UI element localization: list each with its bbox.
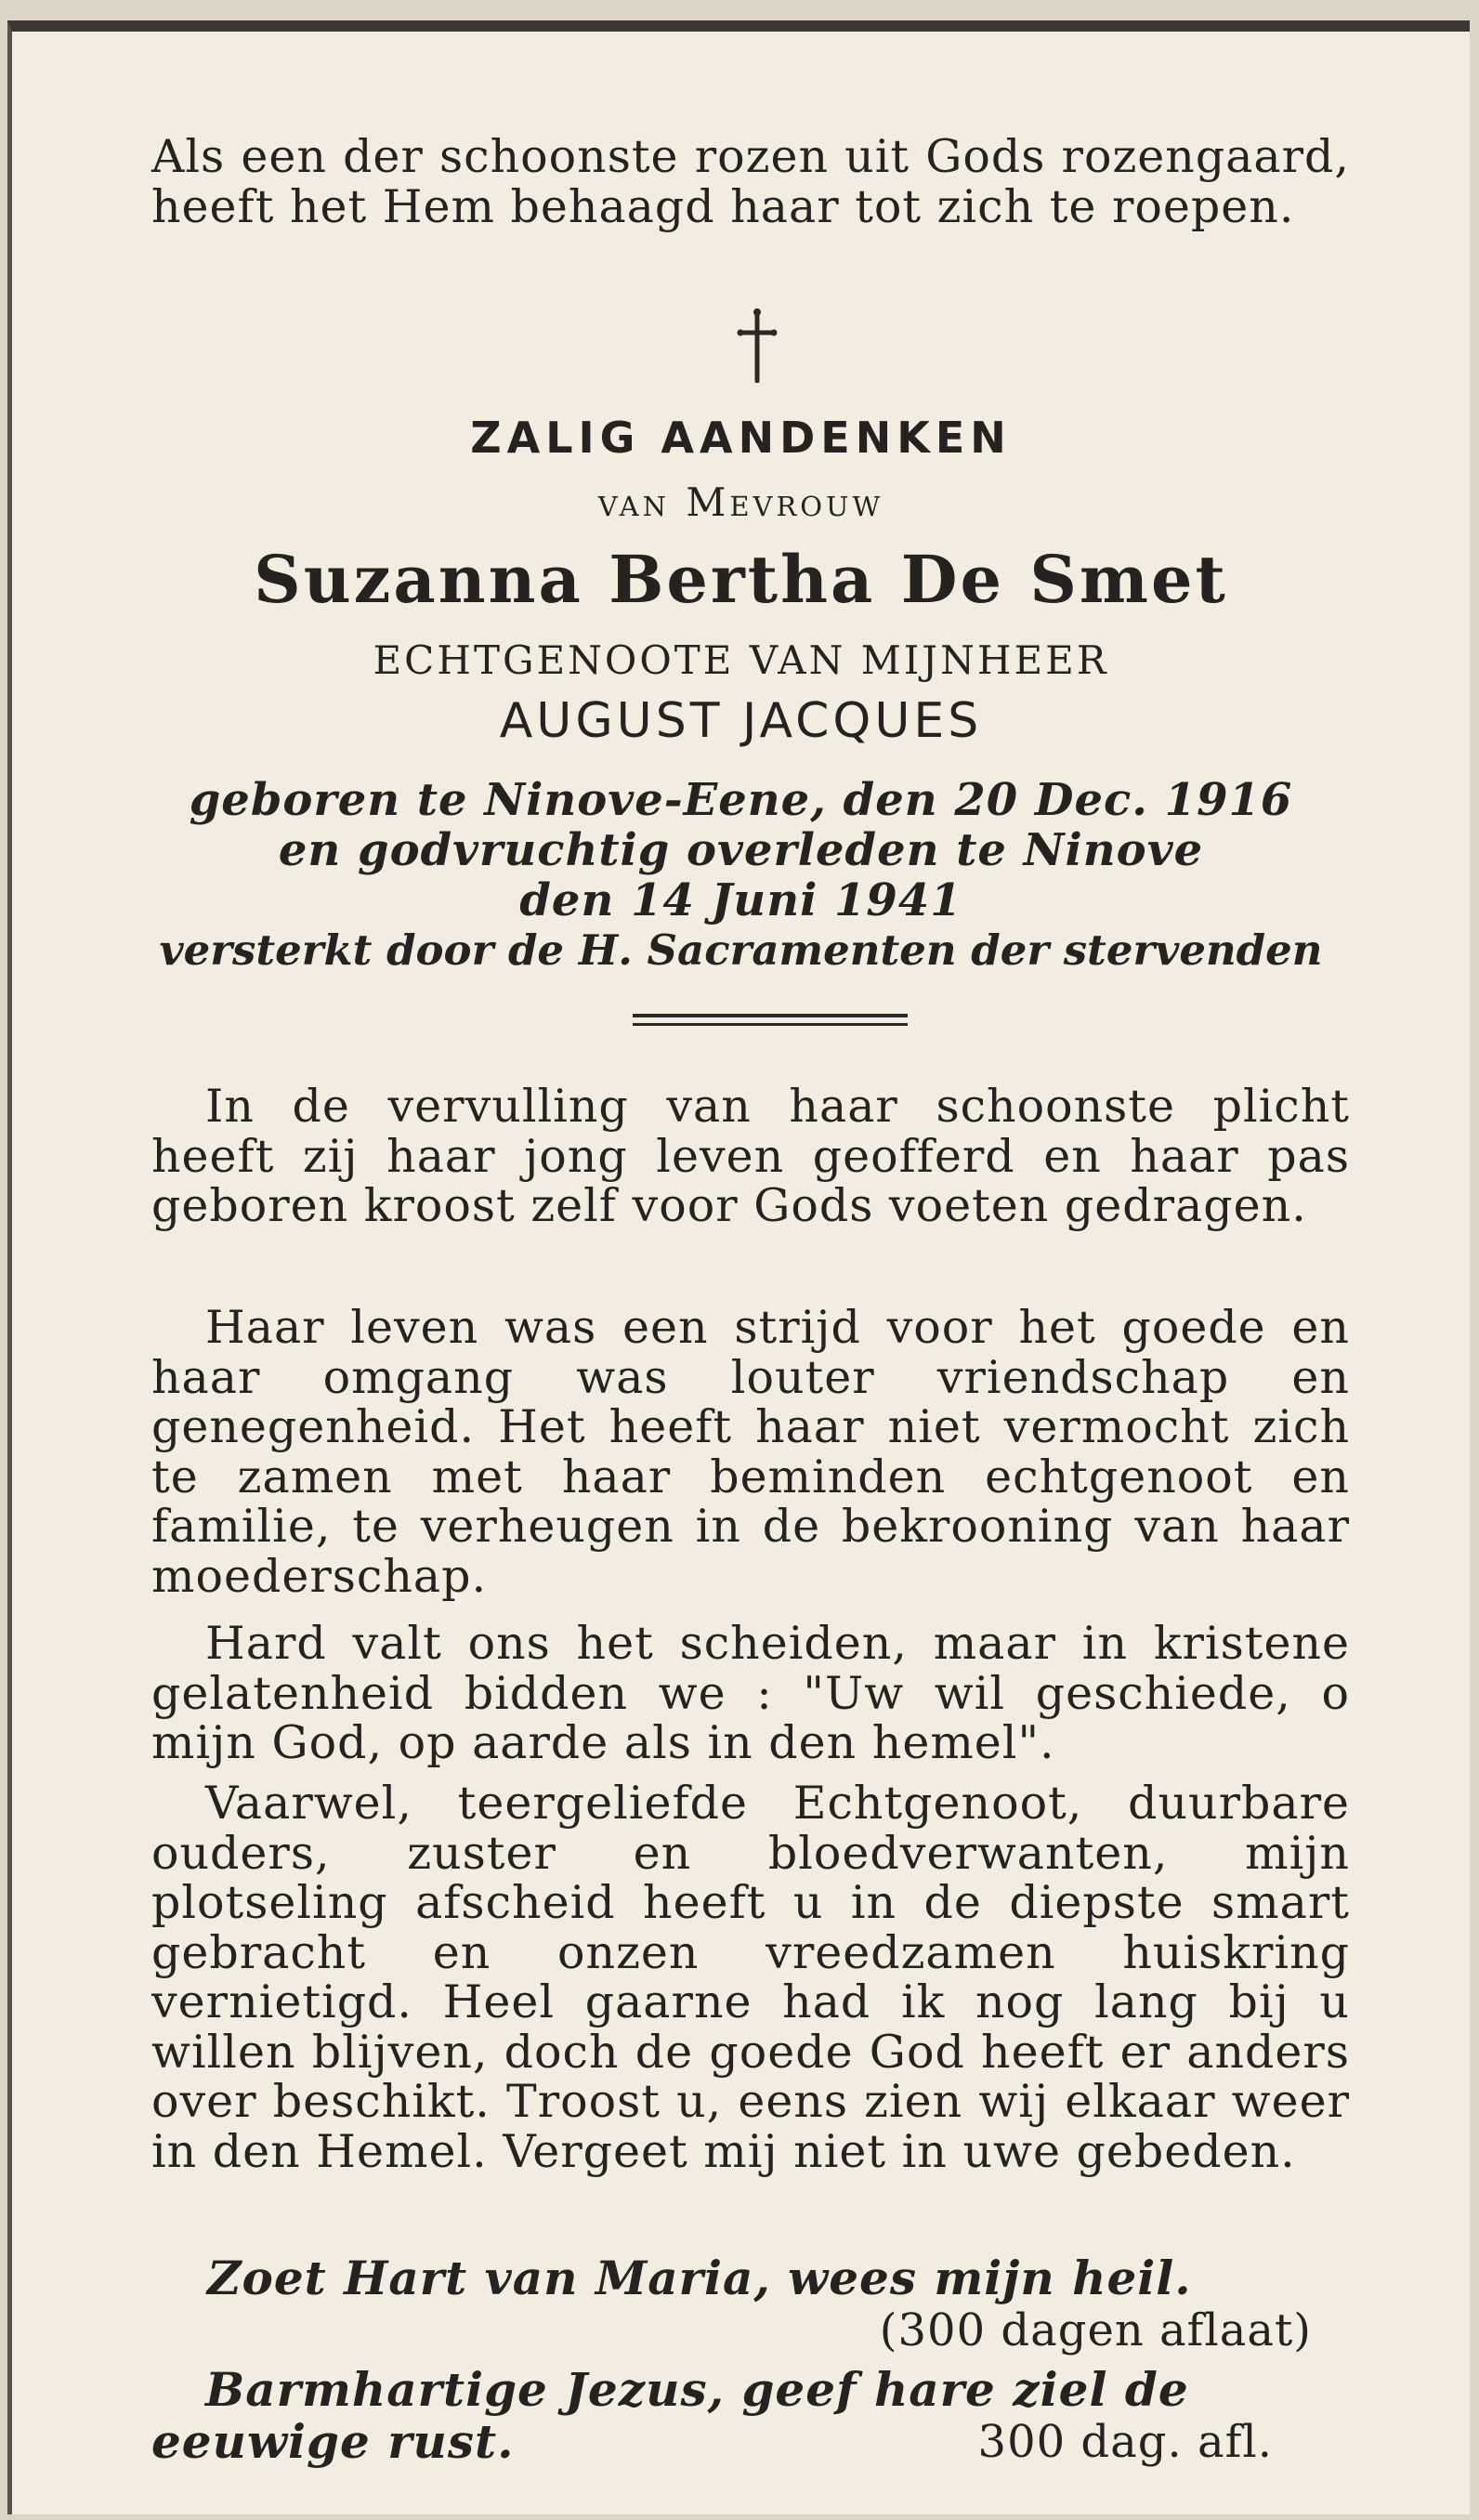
closing-prayer: Barmhartige Jezus, geef hare ziel de eeuwige rust. [151,2362,1189,2469]
opening-verse: Als een der schoonste rozen uit Gods rozengaard, heeft het Hem behaagd haar tot zich te roepen. [151,130,1350,233]
biography [12,775,1470,976]
double-rule-divider [633,1012,908,1030]
body-paragraph: In de vervulling van haar schoonste plicht heeft zij haar jong leven geofferd en haar pas geboren kroost zelf voor Gods voeten gedragen. [151,1080,1350,1232]
card-title: ZALIG AANDENKEN [470,413,1012,463]
deceased-name: Suzanna Bertha De Smet [254,541,1228,618]
death-date-line: den 14 Juni 1941 [519,874,962,926]
prayer-indulgence: 300 dag. afl. [977,2416,1273,2468]
birth-line: geboren te Ninove-Eene, den 20 Dec. 1916 [189,774,1293,826]
death-line: en godvruchtig overleden te Ninove [278,824,1204,876]
invocation-indulgence: (300 dagen aflaat) [879,2304,1312,2356]
body-paragraph: Hard valt ons het scheiden, maar in kristene gelatenheid bidden we : "Uw wil geschiede, o mijn God, op aarde als in den hemel". [151,1617,1350,1769]
title-prefix: van Mevrouw [597,479,884,525]
invocation: Zoet Hart van Maria, wees mijn heil. [207,2251,1192,2305]
memorial-card [7,20,1470,2514]
body-paragraph: Haar leven was een strijd voor het goede en haar omgang was louter vriendschap en genegenheid. Het heeft haar niet vermocht zich te zamen met haar beminden echtgenoot en familie, te verheugen in de bekrooning van haar moederschap. [151,1301,1350,1603]
spouse-name: AUGUST JACQUES [499,693,983,749]
body-paragraph: Vaarwel, teergeliefde Echtgenoot, duurbare ouders, zuster en bloedverwanten, mijn plotseling afscheid heeft u in de diepste smart gebracht en onzen vreedzamen huiskring vernietigd. Heel gaarne had ik nog lang bij u willen blijven, doch de goede God heeft er anders over beschikt. Troost u, eens zien wij elkaar weer in den Hemel. Vergeet mij niet in uwe gebeden. [151,1777,1350,2178]
latin-cross-icon [735,308,779,383]
spouse-role: ECHTGENOOTE VAN MIJNHEER [373,637,1109,683]
sacraments-line: versterkt door de H. Sacramenten der stervenden [159,925,1323,975]
